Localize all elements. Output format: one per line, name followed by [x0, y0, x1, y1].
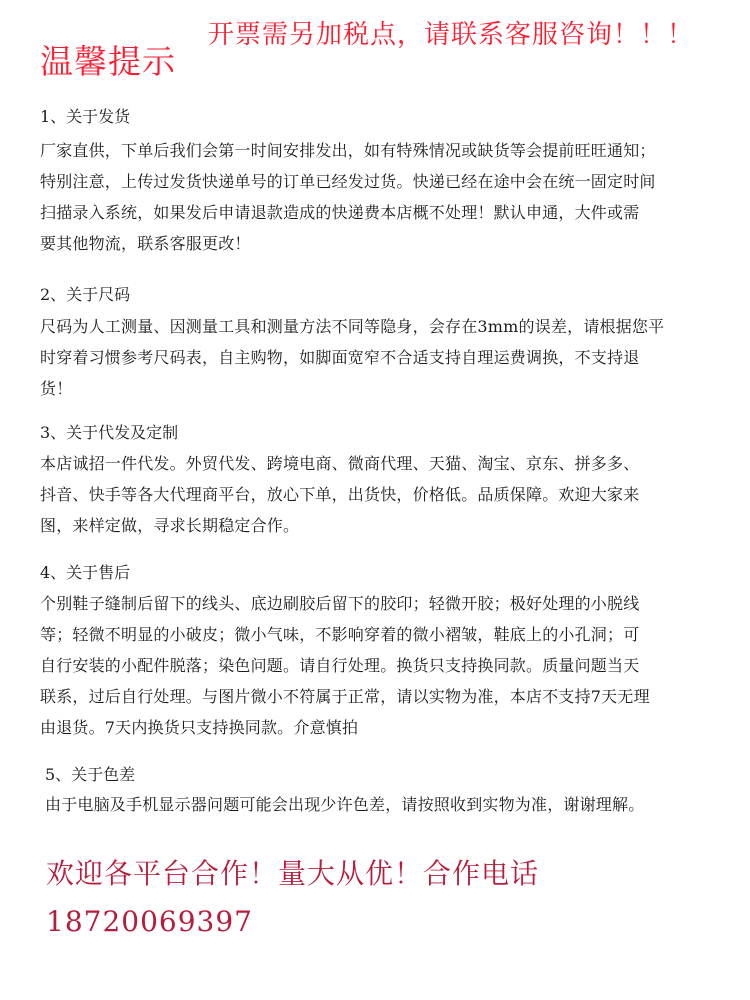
- contact-phone: 18720069397: [46, 905, 253, 938]
- section-text-line: 时穿着习惯参考尺码表，自主购物，如脚面宽窄不合适支持自理运费调换，不支持退: [40, 348, 640, 367]
- section-text-line: 本店诚招一件代发。外贸代发、跨境电商、微商代理、天猫、淘宝、京东、拼多多、: [40, 454, 640, 473]
- section-heading: 3、关于代发及定制: [40, 423, 179, 442]
- section-text-line: 图，来样定做，寻求长期稳定合作。: [40, 516, 300, 535]
- page-title: 温馨提示: [40, 42, 176, 81]
- section-heading: 1、关于发货: [40, 107, 131, 126]
- section-text-line: 特别注意，上传过发货快递单号的订单已经发过货。快递已经在途中会在统一固定时间: [40, 172, 656, 191]
- section-heading: 4、关于售后: [40, 563, 131, 582]
- section-text-line: 联系，过后自行处理。与图片微小不符属于正常，请以实物为准，本店不支持7天无理: [40, 687, 650, 706]
- section-text-line: 要其他物流，联系客服更改！: [40, 234, 251, 253]
- section-text-line: 等；轻微不明显的小破皮；微小气味，不影响穿着的微小褶皱，鞋底上的小孔洞；可: [40, 625, 640, 644]
- section-text-line: 由于电脑及手机显示器问题可能会出现少许色差，请按照收到实物为准，谢谢理解。: [45, 795, 645, 814]
- section-text-line: 由退货。7天内换货只支持换同款。介意慎拍: [40, 718, 359, 737]
- section-text-line: 自行安装的小配件脱落；染色问题。请自行处理。换货只支持换同款。质量问题当天: [40, 656, 640, 675]
- section-text-line: 个别鞋子缝制后留下的线头、底边刷胶后留下的胶印；轻微开胶；极好处理的小脱线: [40, 594, 640, 613]
- section-text-line: 厂家直供，下单后我们会第一时间安排发出，如有特殊情况或缺货等会提前旺旺通知；: [40, 141, 656, 160]
- section-heading: 5、关于色差: [45, 765, 136, 784]
- section-text-line: 货！: [40, 379, 73, 398]
- cooperation-slogan: 欢迎各平台合作！量大从优！合作电话: [46, 857, 540, 890]
- section-text-line: 扫描录入系统，如果发后申请退款造成的快递费本店概不处理！默认申通，大件或需: [40, 203, 640, 222]
- section-text-line: 抖音、快手等各大代理商平台，放心下单，出货快，价格低。品质保障。欢迎大家来: [40, 485, 640, 504]
- section-heading: 2、关于尺码: [40, 285, 131, 304]
- section-text-line: 尺码为人工测量、因测量工具和测量方法不同等隐身，会存在3mm的误差，请根据您平: [40, 317, 665, 336]
- top-notice: 开票需另加税点，请联系客服咨询！！！: [208, 20, 695, 50]
